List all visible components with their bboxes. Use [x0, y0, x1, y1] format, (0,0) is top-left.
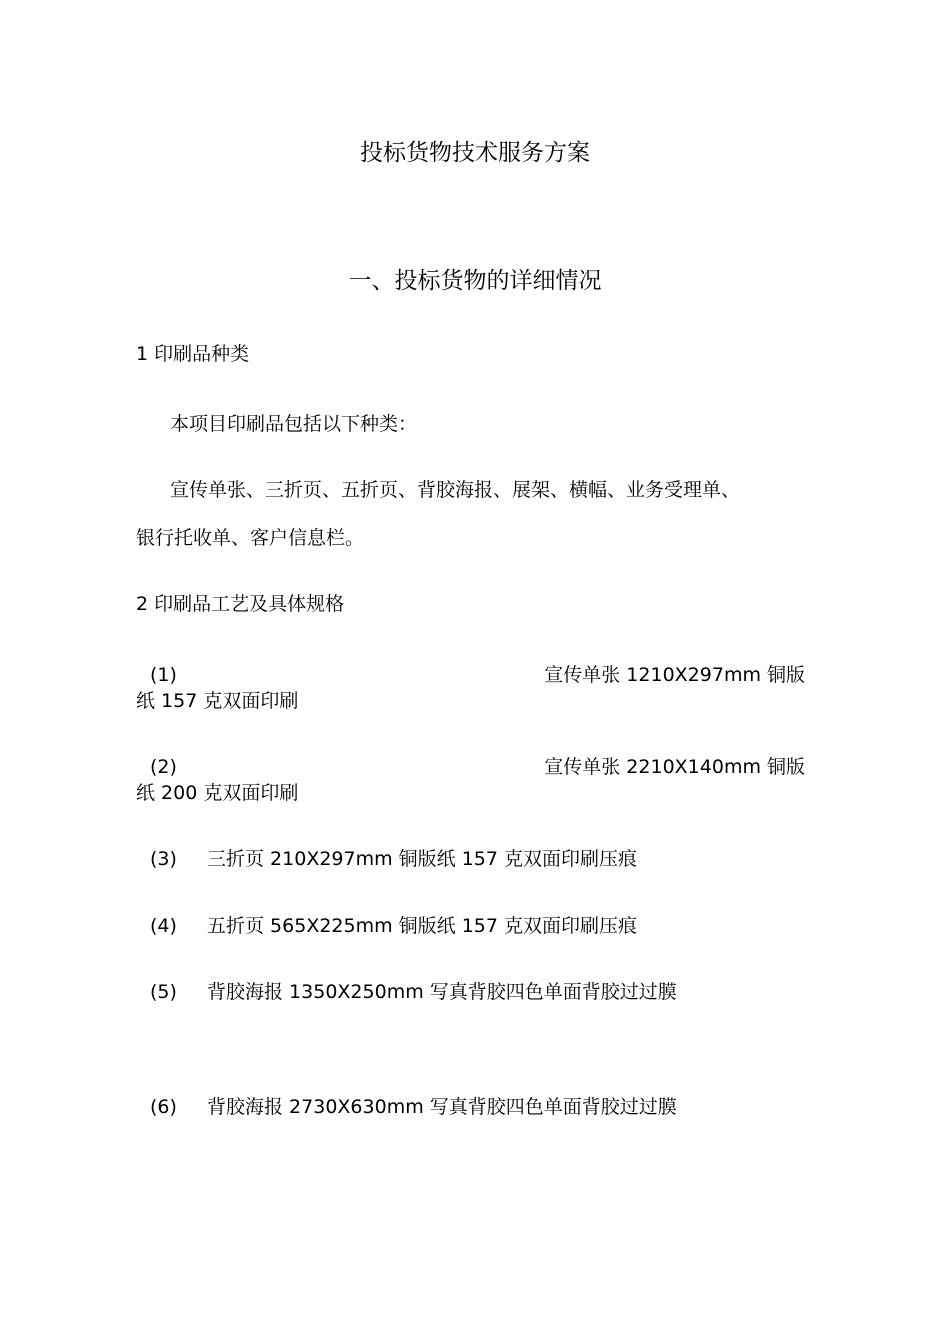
spec-item-3-text: 三折页 210X297mm 铜版纸 157 克双面印刷压痕: [207, 848, 638, 870]
spec-item-1-text: 宣传单张 1210X297mm 铜版: [544, 664, 805, 686]
spec-item-2-text: 宣传单张 2210X140mm 铜版: [544, 756, 805, 778]
section-title: 一、投标货物的详细情况: [348, 268, 602, 294]
spec-item-6-number: (6): [150, 1096, 177, 1118]
spec-item-3-number: (3): [150, 848, 177, 870]
spec-item-5-number: (5): [150, 981, 177, 1003]
subsection-heading-2: 2 印刷品工艺及具体规格: [136, 593, 345, 615]
spec-item-2-line-1: [150, 754, 805, 780]
intro-paragraph: 本项目印刷品包括以下种类：: [170, 413, 418, 435]
spec-item-4-text: 五折页 565X225mm 铜版纸 157 克双面印刷压痕: [207, 915, 638, 937]
spec-item-5: [150, 979, 677, 1005]
subsection-heading-1: 1 印刷品种类: [136, 343, 250, 365]
types-list-line-2: 银行托收单、客户信息栏。: [136, 527, 365, 549]
spec-item-6-text: 背胶海报 2730X630mm 写真背胶四色单面背胶过过膜: [207, 1096, 677, 1118]
document-title: 投标货物技术服务方案: [360, 140, 590, 166]
spec-item-4: [150, 913, 637, 939]
spec-item-4-number: (4): [150, 915, 177, 937]
spec-item-2-line-2: 纸 200 克双面印刷: [136, 782, 299, 804]
spec-item-5-text: 背胶海报 1350X250mm 写真背胶四色单面背胶过过膜: [207, 981, 677, 1003]
spec-item-1-line-1: [150, 662, 805, 688]
spec-item-3: [150, 846, 637, 872]
spec-item-1-number: (1): [150, 664, 177, 686]
spec-item-2-number: (2): [150, 756, 177, 778]
types-list-line-1: 宣传单张、三折页、五折页、背胶海报、展架、横幅、业务受理单、: [170, 479, 741, 501]
spec-item-1-line-2: 纸 157 克双面印刷: [136, 690, 299, 712]
spec-item-6: [150, 1094, 677, 1120]
